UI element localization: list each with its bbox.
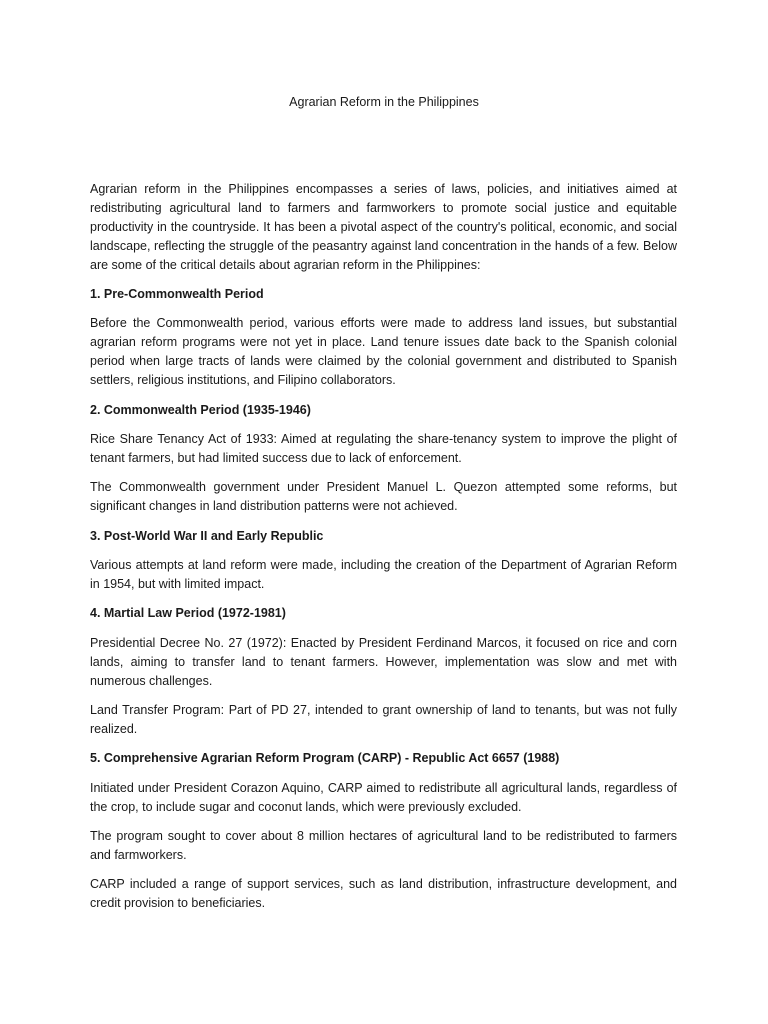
section-paragraph: Presidential Decree No. 27 (1972): Enacted by President Ferdinand Marcos, it focused on rice and corn lands, aiming to transfer land to tenant farmers. However, implementation was slow and met with numerous challenges.: [90, 635, 677, 688]
document-body: [90, 180, 677, 924]
section-paragraph: Initiated under President Corazon Aquino, CARP aimed to redistribute all agricultural lands, regardless of the crop, to include sugar and coconut lands, which were previously excluded.: [90, 780, 677, 814]
section-heading: 1. Pre-Commonwealth Period: [90, 287, 264, 302]
document-title: Agrarian Reform in the Philippines: [289, 95, 479, 109]
section-heading: 5. Comprehensive Agrarian Reform Program (CARP) - Republic Act 6657 (1988): [90, 751, 560, 766]
section-heading: 3. Post-World War II and Early Republic: [90, 528, 324, 543]
section-paragraph: The Commonwealth government under President Manuel L. Quezon attempted some reforms, but significant changes in land distribution patterns were not achieved.: [90, 480, 677, 514]
section-paragraph: Various attempts at land reform were made, including the creation of the Department of Agrarian Reform in 1954, but with limited impact.: [90, 558, 677, 591]
section-heading: 4. Martial Law Period (1972-1981): [90, 606, 286, 621]
section-paragraph: Land Transfer Program: Part of PD 27, intended to grant ownership of land to tenants, but was not fully realized.: [90, 702, 677, 736]
section-paragraph: The program sought to cover about 8 million hectares of agricultural land to be redistributed to farmers and farmworkers.: [90, 828, 677, 862]
intro-paragraph: Agrarian reform in the Philippines encompasses a series of laws, policies, and initiatives aimed at redistributing agricultural land to farmers and farmworkers to promote social justice and equitable productivity in the countryside. It has been a pivotal aspect of the country's political, economic, and social landscape, reflecting the struggle of the peasantry against land concentration in the hands of a few. Below are some of the critical details about agrarian reform in the Philippines:: [90, 182, 677, 272]
section-heading: 2. Commonwealth Period (1935-1946): [90, 402, 311, 417]
section-paragraph: Before the Commonwealth period, various efforts were made to address land issues, but substantial agrarian reform programs were not yet in place. Land tenure issues date back to the Spanish colonial period when large tracts of lands were claimed by the colonial government and distributed to Spanish settlers, religious institutions, and Filipino collaborators.: [90, 316, 677, 388]
section-paragraph: Rice Share Tenancy Act of 1933: Aimed at regulating the share-tenancy system to improve the plight of tenant farmers, but had limited success due to lack of enforcement.: [90, 431, 677, 465]
section-paragraph: CARP included a range of support services, such as land distribution, infrastructure development, and credit provision to beneficiaries.: [90, 877, 677, 911]
